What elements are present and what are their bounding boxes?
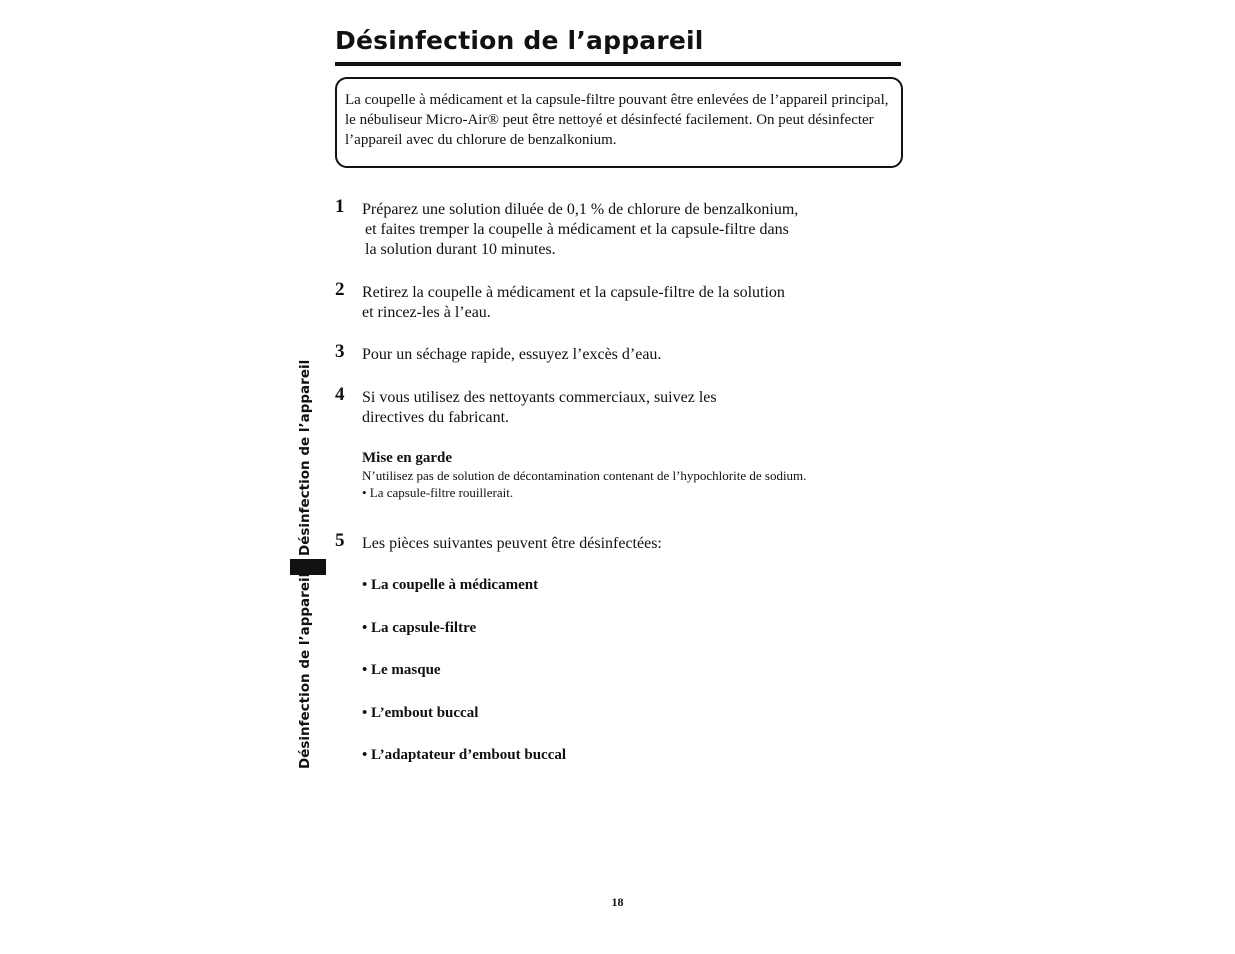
intro-box [335,77,903,168]
step-text [362,345,661,365]
step-line: Les pièces suivantes peuvent être désinfectées: [362,535,662,552]
list-item: • La coupelle à médicament [362,577,539,593]
step-number: 5 [335,530,345,551]
list-item: • La capsule-filtre [362,619,477,636]
caution-note [362,450,806,501]
step-line: Retirez la coupelle à médicament et la capsule-filtre de la solution [362,284,785,301]
title-rule [335,62,901,66]
step-number: 2 [335,279,345,300]
step-number: 3 [335,341,345,362]
page-title: Désinfection de l’appareil [335,26,704,55]
step-number: 1 [335,196,345,217]
side-tab-label-bottom: Désinfection de l’appareil [297,572,313,769]
list-item: • L’adaptateur d’embout buccal [362,747,567,763]
step-line: Pour un séchage rapide, essuyez l’excès d’eau. [362,346,662,363]
parts-list [362,577,566,790]
page-number: 18 [611,895,624,909]
intro-text: La coupelle à médicament et la capsule-filtre pouvant être enlevées de l’appareil principal, le nébuliseur Micro-Air® peut être nettoyé et désinfecté facilement. On peut désinfecter l’appareil avec du chlorure de benzalkonium. [345,92,889,148]
list-item: • Le masque [362,662,441,678]
step-line: Préparez une solution diluée de 0,1 % de chlorure de benzalkonium, [362,201,799,218]
step-line: et faites tremper la coupelle à médicament et la capsule-filtre dans [365,221,789,238]
step-text [362,388,717,428]
step-text [362,283,785,323]
caution-text: N’utilisez pas de solution de décontamination contenant de l’hypochlorite de sodium. [362,468,807,483]
step-line: et rincez-les à l’eau. [362,304,491,321]
step-line: directives du fabricant. [362,409,510,426]
step-text [362,534,662,554]
caution-heading: Mise en garde [362,450,452,466]
side-tab-label-top: Désinfection de l’appareil [297,359,313,556]
step-number: 4 [335,384,345,405]
step-line: Si vous utilisez des nettoyants commerciaux, suivez les [362,389,717,406]
caution-bullet: • La capsule-filtre rouillerait. [362,485,514,500]
step-line: la solution durant 10 minutes. [365,241,556,258]
step-text [362,200,798,260]
list-item: • L’embout buccal [362,704,479,721]
side-tab [290,359,326,773]
